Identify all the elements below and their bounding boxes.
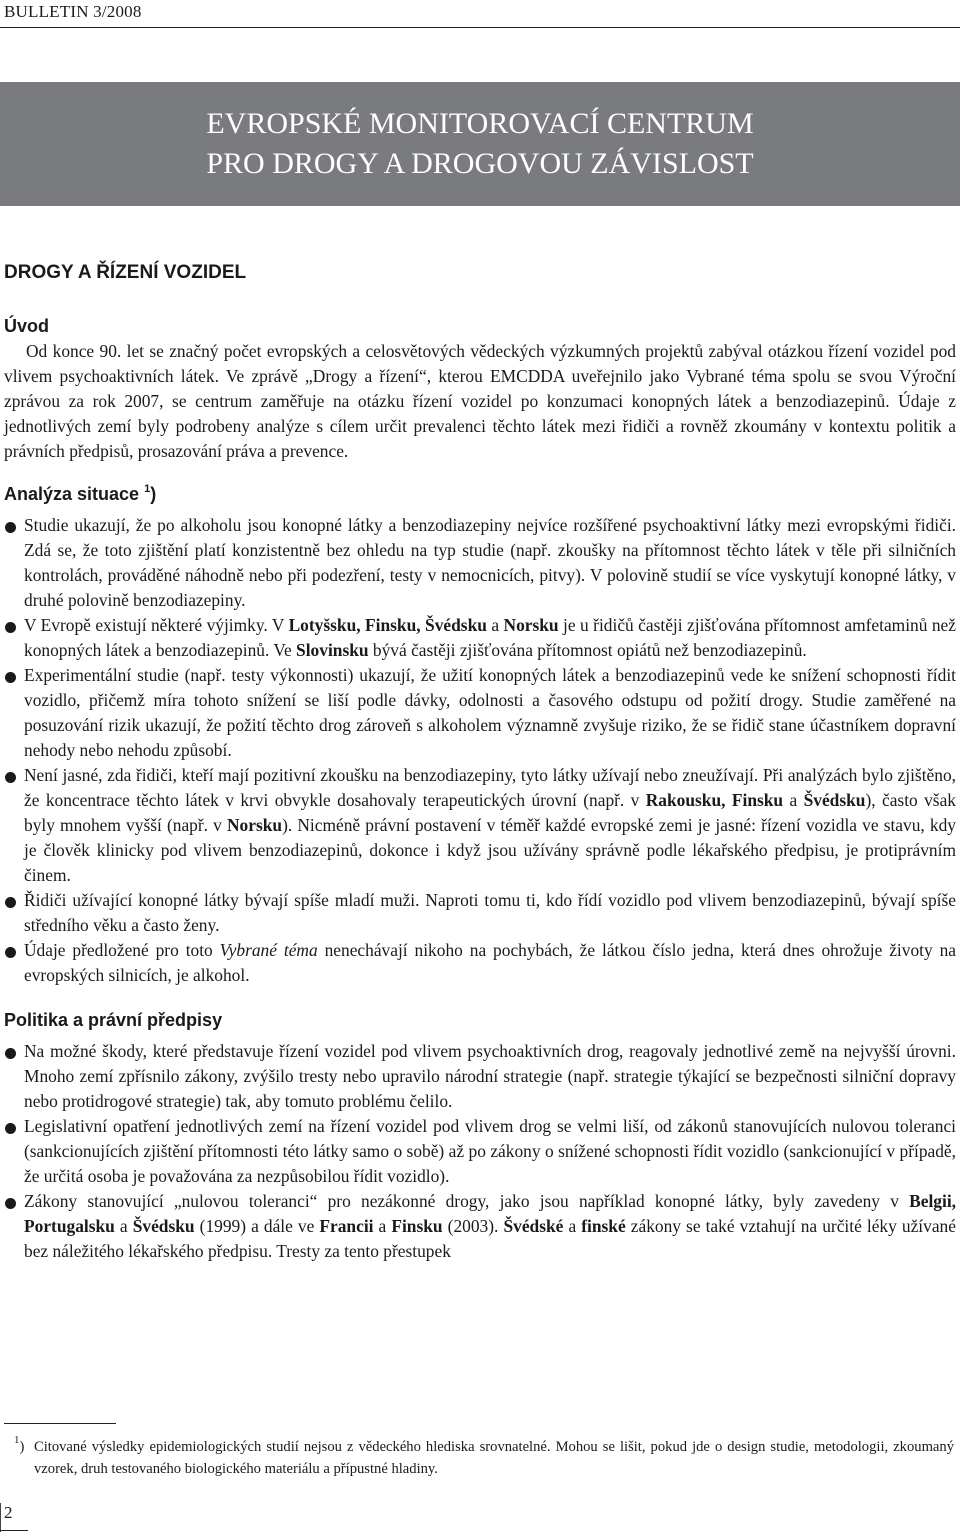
list-item: Experimentální studie (např. testy výkonnosti) ukazují, že užití konopných látek a benzodiazepinů vede ke snížení schopnosti řídit vozidlo, přičemž míra tohoto snížení se liší podle dávky, odolnosti a časového odstupu od požití drogy. Studie zaměřené na posuzování rizik ukazují, že požití těchto drog zároveň s alkoholem významně zvyšuje riziko, že se řidič stane účastníkem dopravní nehody nebo nehodu způsobí. [4, 663, 956, 763]
list-item: V Evropě existují některé výjimky. V Lotyšsku, Finsku, Švédsku a Norsku je u řidičů častěji zjišťována přítomnost amfetaminů než konopných látek a benzodiazepinů. Ve Slovinsku bývá častěji zjišťována přítomnost opiátů než benzodiazepinů. [4, 613, 956, 663]
bold-country: Slovinsku [296, 640, 369, 660]
page-number-rule [0, 1503, 1, 1532]
banner-title-line-2: PRO DROGY A DROGOVOU ZÁVISLOST [206, 147, 754, 180]
bottom-rule [0, 1530, 28, 1531]
running-head: BULLETIN 3/2008 [4, 2, 142, 21]
list-item: Není jasné, zda řidiči, kteří mají pozitivní zkoušku na benzodiazepiny, tyto látky užívají nebo zneužívají. Při analýzách bylo zjištěno, že koncentrace těchto látek v krvi obvykle dosahovaly terapeutických úrovní (např. v Rakousku, Finsku a Švédsku), často však byly mnohem vyšší (např. v Norsku). Nicméně právní postavení v téměř každé evropské zemi je jasné: řízení vozidla ve stavu, kdy je člověk klinicky pod vlivem benzodiazepinů, dokonce i když jsou užívány správně podle lékařského předpisu, je protiprávním činem. [4, 763, 956, 888]
header-rule [0, 27, 960, 28]
footnote-rule [4, 1423, 116, 1424]
bold-country: Francii [319, 1216, 374, 1236]
bold-country: Finsku [391, 1216, 443, 1236]
footnote-ref: 1 [144, 483, 151, 495]
list-item: Zákony stanovující „nulovou toleranci“ pro nezákonné drogy, jako jsou například konopné látky, byly zavedeny v Belgii, Portugalsku a Švédsku (1999) a dále ve Francii a Finsku (2003). Švédské a finské zákony se také vztahují na určité léky užívané bez náležitého lékařského předpisu. Tresty za tento přestupek [4, 1189, 956, 1264]
footnote [14, 1434, 954, 1480]
politika-heading: Politika a právní předpisy [4, 1010, 223, 1030]
bold-country: Norsku [226, 815, 283, 835]
bold-country: Norsku [503, 615, 559, 635]
bold-country: Švédsku [132, 1216, 195, 1236]
footnote-text: Citované výsledky epidemiologických studií nejsou z vědeckého hlediska srovnatelné. Mohou se lišit, pokud jde o design studie, metodologii, zkoumaný vzorek, druh testovaného biologického materiálu a přípustné hladiny. [34, 1439, 954, 1477]
italic-term: Vybrané téma [219, 940, 318, 960]
list-item: Údaje předložené pro toto Vybrané téma nenechávají nikoho na pochybách, že látkou číslo jedna, která dnes ohrožuje životy na evropských silnicích, je alkohol. [4, 938, 956, 988]
list-item: Řidiči užívající konopné látky bývají spíše mladí muži. Naproti tomu ti, kdo řídí vozidlo pod vlivem benzodiazepinů, bývají spíše středního věku a často ženy. [4, 888, 956, 938]
uvod-heading: Úvod [4, 316, 49, 336]
bold-countries: Lotyšsku, Finsku, Švédsku [288, 615, 487, 635]
analyza-heading [4, 482, 956, 507]
list-item: Legislativní opatření jednotlivých zemí na řízení vozidel pod vlivem drog se velmi liší, od zákonů stanovujících nulovou toleranci (sankcionujících zjištění přítomnosti této látky samo o sobě) až po zákony o snížené schopnosti řídit vozidlo (sankcionující v případě, že určitá osoba je považována za nezpůsobilou řídit vozidlo). [4, 1114, 956, 1189]
analyza-heading-text: Analýza situace [4, 484, 140, 504]
analyza-heading-suffix: ) [150, 484, 157, 504]
section-title: DROGY A ŘÍZENÍ VOZIDEL [4, 262, 247, 283]
bold-countries: Rakousku, Finsku [645, 790, 784, 810]
bold-country: Švédsku [803, 790, 866, 810]
uvod-paragraph: Od konce 90. let se značný počet evropských a celosvětových vědeckých výzkumných projektů zabýval otázkou řízení vozidel pod vlivem psychoaktivních látek. Ve zprávě „Drogy a řízení“, kterou EMCDDA uveřejnilo jako Vybrané téma spolu se svou Výroční zprávou za rok 2007, se centrum zaměřuje na otázku řízení vozidel po konzumaci konopných látek a benzodiazepinů. Údaje z jednotlivých zemí byly podrobeny analýze s cílem určit prevalenci těchto látek mezi řidiči a rovněž zkoumány v kontextu politik a právních předpisů, prosazování práva a prevence. [4, 341, 956, 461]
title-banner [0, 82, 960, 206]
bold-term: Švédské [503, 1216, 564, 1236]
page-number: 2 [4, 1503, 13, 1522]
article-body [4, 314, 956, 1264]
banner-title-line-1: EVROPSKÉ MONITOROVACÍ CENTRUM [206, 107, 754, 140]
list-item: Na možné škody, které představuje řízení vozidel pod vlivem psychoaktivních drog, reagovaly jednotlivé země na nejvyšší úrovni. Mnoho zemí zpřísnilo zákony, zvýšilo tresty nebo upravilo národní strategie (např. strategie týkající se bezpečnosti silniční dopravy nebo protidrogové strategie) tak, aby tomuto problému čelilo. [4, 1039, 956, 1114]
footnote-mark: $^1$) [14, 1434, 25, 1455]
analyza-list [4, 513, 956, 988]
list-item: Studie ukazují, že po alkoholu jsou konopné látky a benzodiazepiny nejvíce rozšířené psychoaktivní látky mezi evropskými řidiči. Zdá se, že toto zjištění platí konzistentně bez ohledu na typ studie (např. zkoušky na přítomnost těchto látek v těle při silničních kontrolách, prováděné náhodně nebo při podezření, testy v nemocnicích, pitvy). V polovině studií se více vyskytují konopné látky, v druhé polovině benzodiazepiny. [4, 513, 956, 613]
bold-term: finské [581, 1216, 626, 1236]
politika-list [4, 1039, 956, 1264]
bold-countries: Belgii, Portugalsku [24, 1191, 956, 1236]
